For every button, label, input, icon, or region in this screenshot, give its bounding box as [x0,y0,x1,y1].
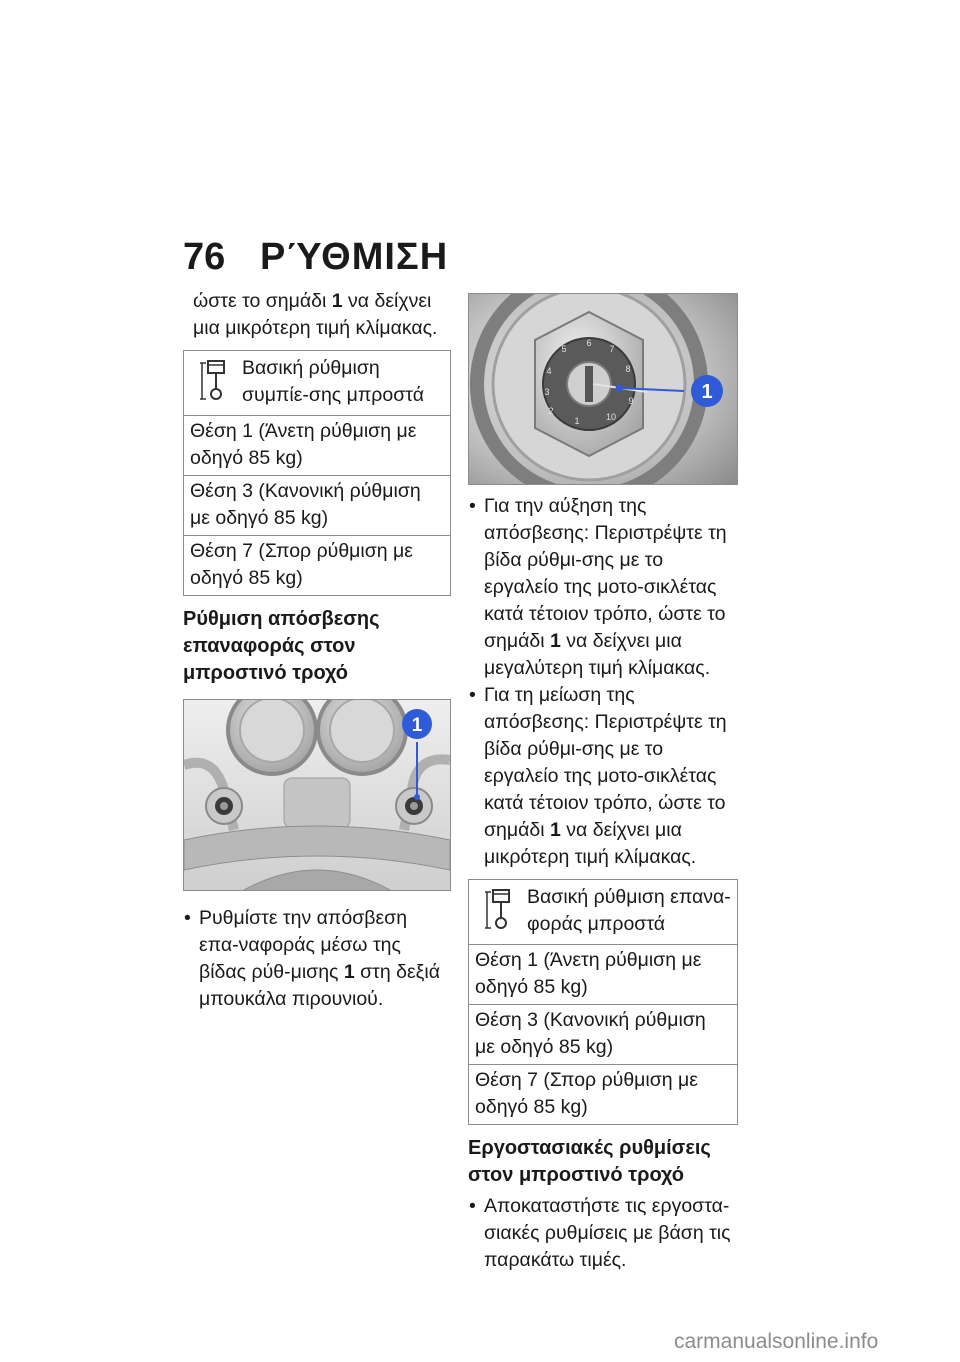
spec-row: Θέση 7 (Σπορ ρύθμιση με οδηγό 85 kg) [475,1069,698,1118]
spec-row: Θέση 1 (Άνετη ρύθμιση με οδηγό 85 kg) [184,416,450,476]
section-heading-factory: Εργοστασιακές ρυθμίσεις στον μπροστινό τροχό [468,1137,711,1186]
page-title: ΡΎΘΜΙΣΗ [260,236,449,278]
spec-box-header [184,351,450,416]
callout-label: 1 [701,381,713,403]
dial-number: 5 [561,344,567,354]
section-heading-rebound: Ρύθμιση απόσβεσης επαναφοράς στον μπροστινό τροχό [183,608,380,684]
spec-box-header [469,880,737,945]
right-column [468,293,738,1274]
adjuster-figure [468,293,738,485]
handlebar-figure [183,699,451,891]
dial-number: 3 [544,387,550,397]
suspension-icon [483,888,517,932]
spec-box-rebound [468,879,738,1125]
left-column [183,288,451,1013]
spec-row: Θέση 7 (Σπορ ρύθμιση με οδηγό 85 kg) [190,540,413,589]
spec-box-title: Βασική ρύθμιση επανα-φοράς μπροστά [527,886,731,935]
callout-label: 1 [411,715,423,736]
spec-row: Θέση 1 (Άνετη ρύθμιση με οδηγό 85 kg) [469,945,737,1005]
dial-number: 6 [586,338,592,348]
spec-box-title: Βασική ρύθμιση συμπίε-σης μπροστά [242,357,424,406]
page-number: 76 [183,236,226,278]
list-item: • Για τη μείωση της απόσβεσης: Περιστρέψτε τη βίδα ρύθμι-σης με το εργαλείο της μοτο-σικλέτας κατά τέτοιον τρόπο, ώστε το σημάδι 1 να δείχνει μια μικρότερη τιμή κλίμακας. [469,684,727,868]
spec-box-compression [183,350,451,596]
spec-row: Θέση 3 (Κανονική ρύθμιση με οδηγό 85 kg) [469,1005,737,1065]
list-item: • Αποκαταστήστε τις εργοστα-σιακές ρυθμίσεις με βάση τις παρακάτω τιμές. [469,1195,731,1271]
dial-number: 4 [546,366,552,376]
suspension-icon [198,359,232,403]
list-item: • Ρυθμίστε την απόσβεση επα-ναφοράς μέσω της βίδας ρύθ-μισης 1 στη δεξιά μπουκάλα πιρουνιού. [184,907,441,1010]
list-item: • Για την αύξηση της απόσβεσης: Περιστρέψτε τη βίδα ρύθμι-σης με το εργαλείο της μοτο-σικλέτας κατά τέτοιον τρόπο, ώστε το σημάδι 1 να δείχνει μια μεγαλύτερη τιμή κλίμακας. [469,495,727,679]
dial-number: 10 [605,412,617,422]
dial-number: 7 [609,344,615,354]
dial-number: 1 [574,416,580,426]
dial-number: 2 [548,406,554,416]
spec-row: Θέση 3 (Κανονική ρύθμιση με οδηγό 85 kg) [184,476,450,536]
intro-text: ώστε το σημάδι 1 να δείχνει μια μικρότερη τιμή κλίμακας. [193,290,438,339]
watermark: carmanualsonline.info [674,1330,879,1353]
dial-number: 8 [625,364,631,374]
adjuster-illustration [469,294,737,484]
handlebar-illustration [184,700,450,890]
dial-number: 9 [628,396,634,406]
